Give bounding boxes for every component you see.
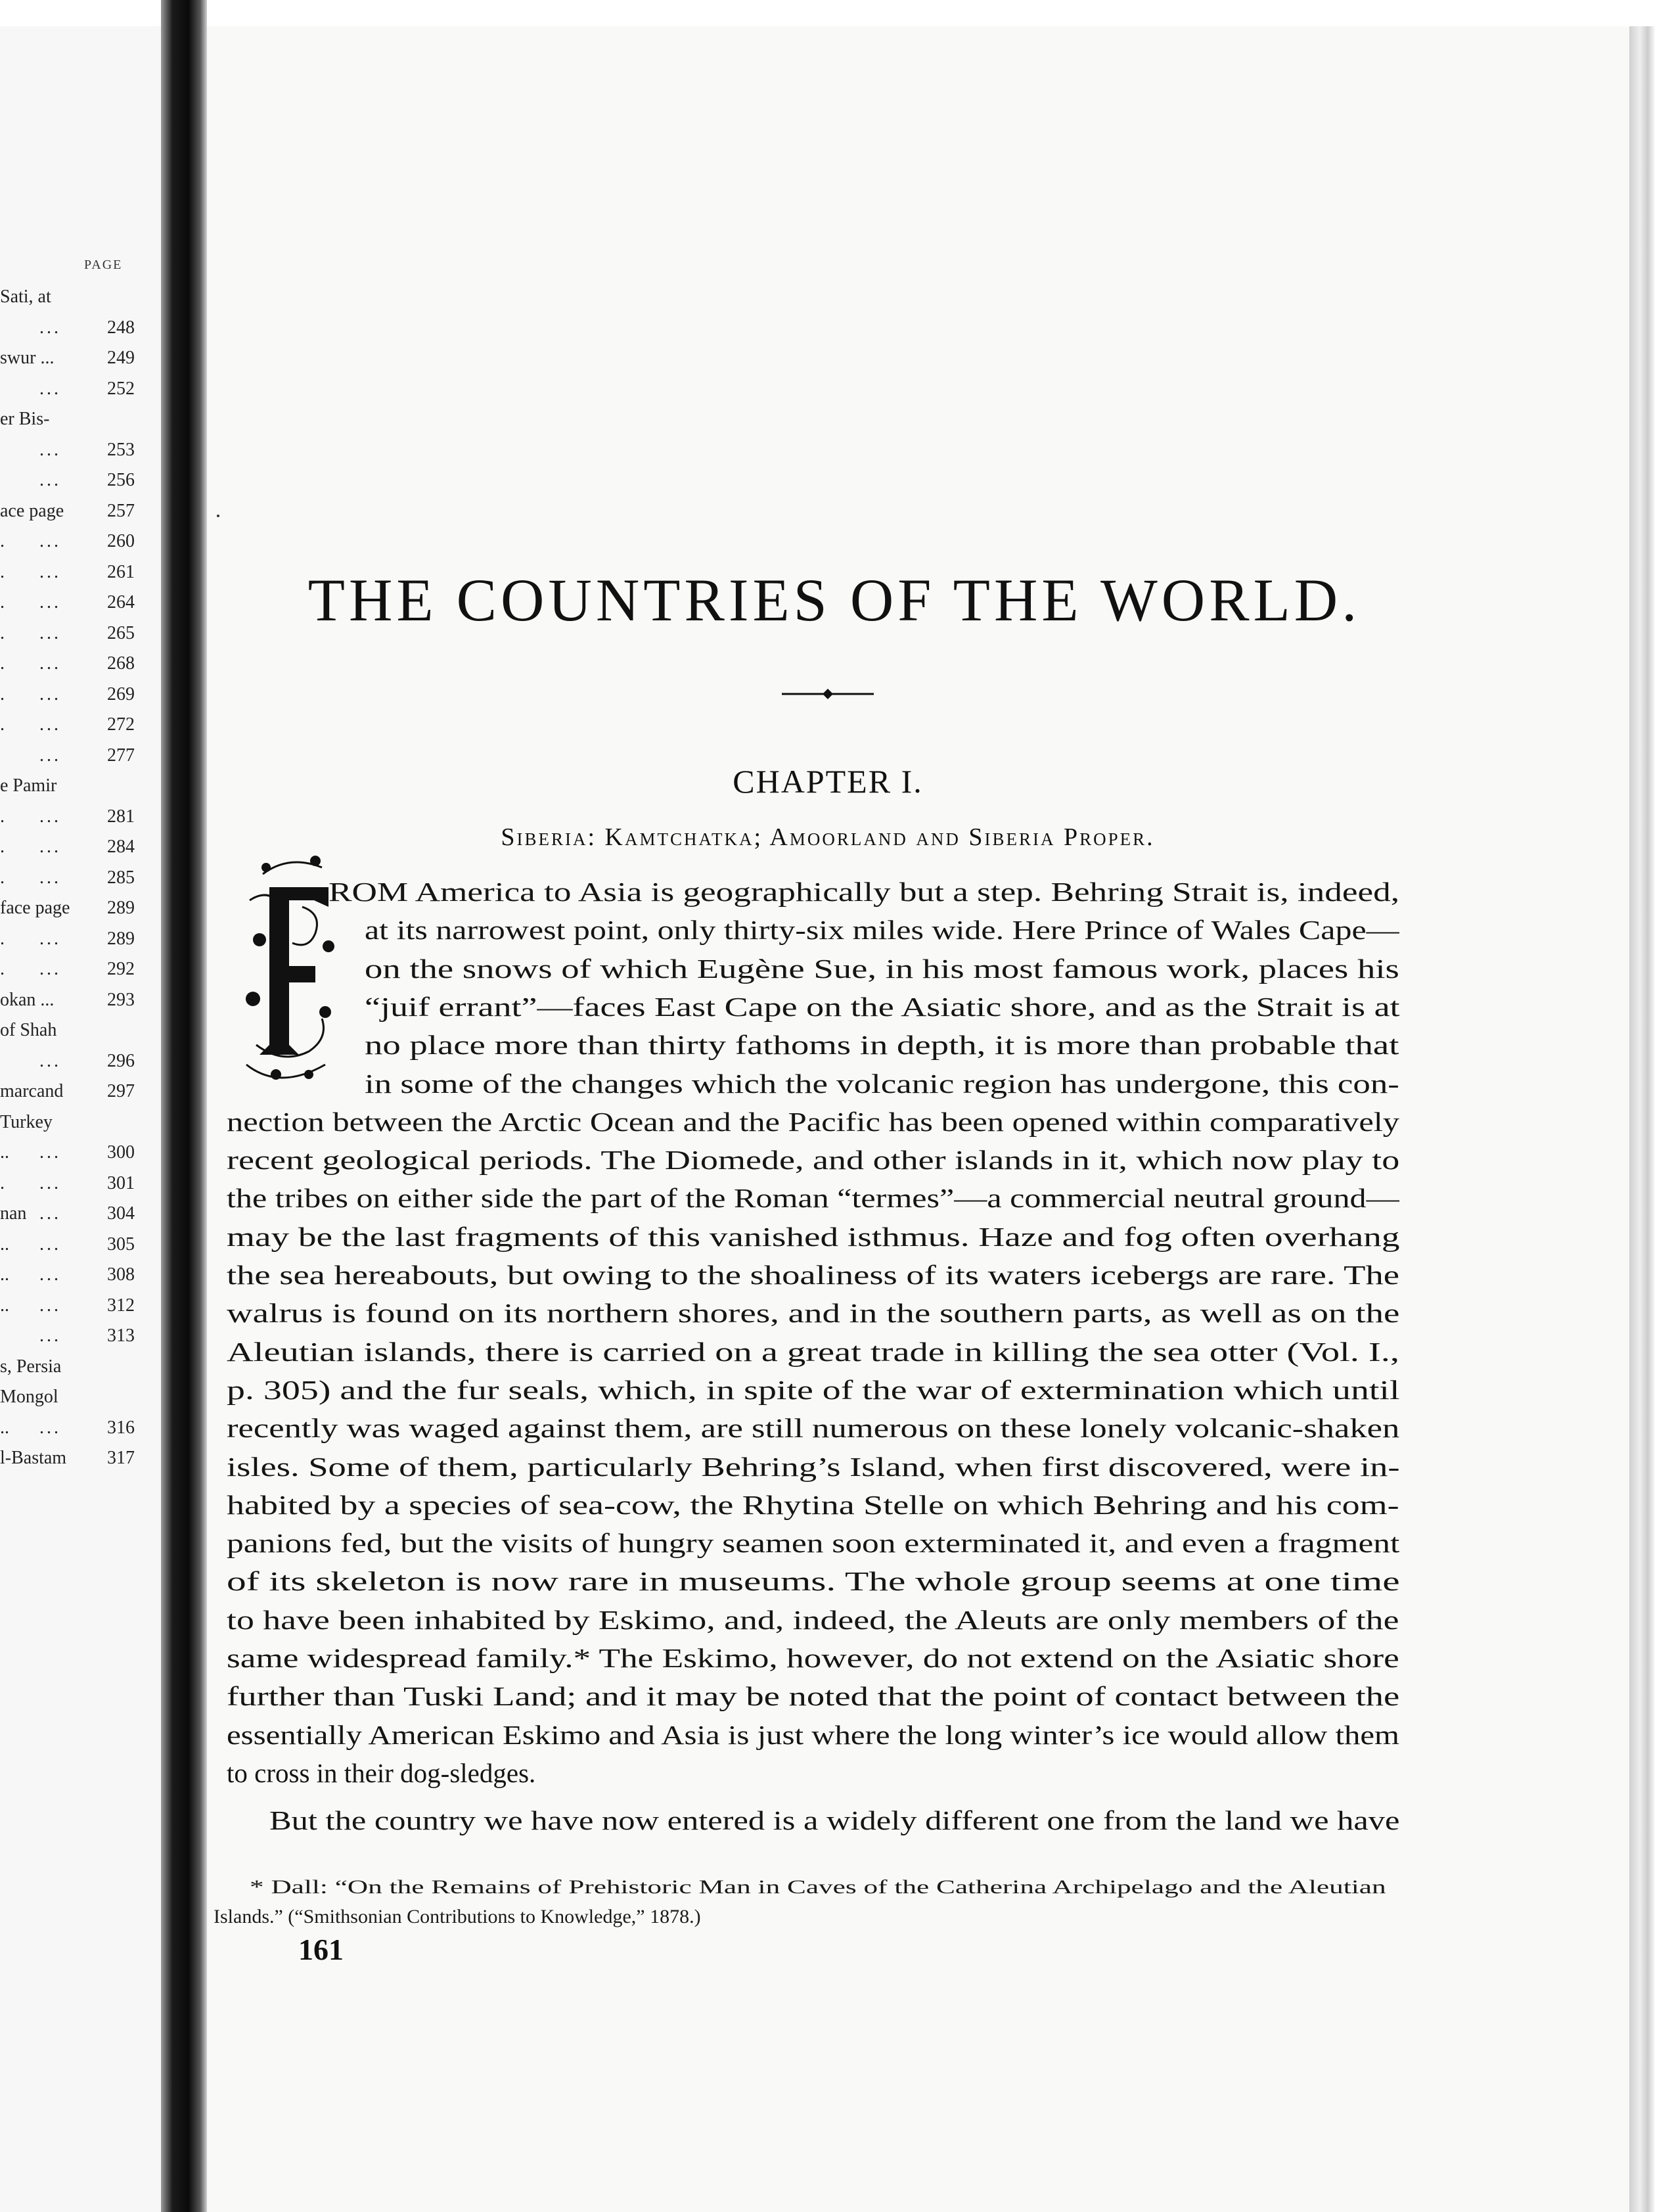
toc-entry-text: Mongol xyxy=(0,1387,58,1407)
toc-entry-page: 265 xyxy=(107,622,135,643)
toc-entry xyxy=(0,1444,135,1473)
toc-entry-text: . xyxy=(0,837,5,857)
body-text-line: may be the last fragments of this vanished isthmus. Haze and fog often overhang xyxy=(227,1221,1400,1252)
toc-entry-page: 248 xyxy=(107,317,135,338)
body-text-line: same widespread family.* The Eskimo, however, do not extend on the Asiatic shore xyxy=(227,1643,1399,1673)
toc-entry-text: . xyxy=(0,867,5,888)
print-speck xyxy=(217,515,219,517)
toc-entry-leader: ... xyxy=(39,561,61,582)
toc-entry xyxy=(0,833,135,862)
toc-entry xyxy=(0,375,135,403)
body-text-line: “juif errant”—faces East Cape on the Asiatic shore, and as the Strait is at xyxy=(365,991,1400,1022)
toc-entry xyxy=(0,1414,135,1442)
toc-entry xyxy=(0,986,135,1015)
toc-entry-leader: ... xyxy=(39,1172,61,1193)
toc-entry xyxy=(0,283,135,311)
toc-page-header: PAGE xyxy=(84,258,123,272)
toc-entry-text: .. xyxy=(0,1295,9,1316)
toc-entry xyxy=(0,619,135,648)
body-text-line: the tribes on either side the part of the Roman “termes”—a commercial neutral ground— xyxy=(227,1183,1399,1214)
toc-entry-leader: ... xyxy=(39,1142,61,1163)
toc-entry-leader: ... xyxy=(39,683,61,704)
body-text-line: recent geological periods. The Diomede, and other islands in it, which now play to xyxy=(227,1145,1400,1176)
toc-entry-page: 261 xyxy=(107,561,135,582)
toc-entry-text: swur ... xyxy=(0,348,55,368)
page-edge xyxy=(1629,26,1656,2212)
body-text-line: nection between the Arctic Ocean and the Pacific has been opened within comparatively xyxy=(227,1106,1400,1137)
toc-entry-page: 252 xyxy=(107,378,135,399)
toc-entry-leader: ... xyxy=(39,470,61,490)
toc-entry-text: . xyxy=(0,561,5,582)
toc-entry-text: .. xyxy=(0,1142,9,1163)
body-text-line: of its skeleton is now rare in museums. The whole group seems at one time xyxy=(227,1566,1400,1597)
toc-entry-page: 249 xyxy=(107,348,135,368)
toc-entry xyxy=(0,558,135,587)
body-text-line: no place more than thirty fathoms in depth, it is more than probable that xyxy=(365,1030,1399,1061)
toc-entry-text: s, Persia xyxy=(0,1356,62,1377)
toc-entry-leader: ... xyxy=(39,745,61,766)
toc-entry-text: . xyxy=(0,959,5,979)
toc-entry xyxy=(0,344,135,373)
toc-entry xyxy=(0,1169,135,1198)
body-text-line: to cross in their dog-sledges. xyxy=(227,1757,536,1788)
body-text-line: the sea hereabouts, but owing to the shoaliness of its waters icebergs are rare. The xyxy=(227,1260,1399,1290)
body-text-line: ROM America to Asia is geographically but a step. Behring Strait is, indeed, xyxy=(328,877,1399,907)
toc-entry xyxy=(0,405,135,434)
body-text-line: habited by a species of sea-cow, the Rhytina Stelle on which Behring and his com- xyxy=(227,1489,1399,1520)
toc-entry-page: 301 xyxy=(107,1172,135,1193)
toc-entry-page: 316 xyxy=(107,1417,135,1438)
toc-entry-page: 272 xyxy=(107,714,135,735)
body-text-line: But the country we have now entered is a widely different one from the land we have xyxy=(269,1805,1400,1836)
toc-entry-page: 264 xyxy=(107,592,135,612)
ornament-rule-icon xyxy=(782,687,874,701)
toc-entry xyxy=(0,527,135,556)
toc-entry-leader: ... xyxy=(39,1050,61,1071)
footnote-line: * Dall: “On the Remains of Prehistoric Man in Caves of the Catherina Archipelago and the Aleutian xyxy=(250,1876,1386,1898)
toc-entry xyxy=(0,864,135,892)
body-text-line: walrus is found on its northern shores, and in the southern parts, as well as on the xyxy=(227,1298,1400,1329)
book-gutter xyxy=(161,0,207,2212)
toc-entry-text: l-Bastam xyxy=(0,1448,67,1468)
toc-entry xyxy=(0,313,135,342)
toc-entry-page: 312 xyxy=(107,1295,135,1316)
toc-entry-leader: ... xyxy=(39,714,61,735)
toc-entry xyxy=(0,588,135,617)
chapter-title: CHAPTER I. xyxy=(733,763,923,800)
footnote-line: Islands.” (“Smithsonian Contributions to Knowledge,” 1878.) xyxy=(214,1906,701,1927)
toc-entry-page: 292 xyxy=(107,959,135,979)
toc-entry-text: .. xyxy=(0,1233,9,1255)
toc-entry-page: 277 xyxy=(107,745,135,766)
toc-entry xyxy=(0,710,135,739)
body-text-line: on the snows of which Eugène Sue, in his most famous work, places his xyxy=(365,953,1399,984)
toc-entry-text: okan ... xyxy=(0,989,55,1010)
toc-entry-page: 260 xyxy=(107,531,135,551)
toc-entry-leader: ... xyxy=(39,592,61,612)
toc-entry-page: 281 xyxy=(107,806,135,827)
toc-entry xyxy=(0,649,135,678)
toc-entry xyxy=(0,1047,135,1076)
left-page-fragment xyxy=(0,26,161,2212)
toc-entry-page: 256 xyxy=(107,470,135,490)
toc-entry-page: 285 xyxy=(107,867,135,888)
toc-entry-text: . xyxy=(0,683,5,704)
book-title: THE COUNTRIES OF THE WORLD. xyxy=(307,566,1361,634)
toc-entry-text: . xyxy=(0,806,5,827)
toc-entry-text: nan xyxy=(0,1203,27,1224)
toc-entry-leader: ... xyxy=(39,317,61,338)
chapter-subtitle: Siberia: Kamtchatka; Amoorland and Siberia Proper. xyxy=(501,823,1155,851)
toc-entry-leader: ... xyxy=(39,837,61,857)
toc-entry-page: 289 xyxy=(107,928,135,949)
toc-entry xyxy=(0,802,135,831)
toc-entry xyxy=(0,1352,135,1381)
body-text-line: essentially American Eskimo and Asia is just where the long winter’s ice would allow them xyxy=(227,1719,1400,1750)
toc-entry-leader: ... xyxy=(39,439,61,460)
toc-entry-text: Sati, at xyxy=(0,287,51,307)
toc-entry-text: . xyxy=(0,714,5,735)
body-text-line: p. 305) and the fur seals, which, in spite of the war of extermination which until xyxy=(227,1374,1400,1405)
toc-entry-leader: ... xyxy=(39,1325,61,1346)
toc-entry-text: . xyxy=(0,592,5,612)
top-margin xyxy=(0,0,1674,26)
toc-entry xyxy=(0,1016,135,1045)
toc-entry-page: 268 xyxy=(107,653,135,674)
toc-entry-page: 289 xyxy=(107,898,135,918)
toc-entry xyxy=(0,894,135,923)
body-text-line: isles. Some of them, particularly Behring’s Island, when first discovered, were in- xyxy=(227,1451,1400,1482)
toc-entry-text: marcand xyxy=(0,1081,64,1101)
toc-entry-page: 313 xyxy=(107,1325,135,1346)
body-text-line: recently was waged against them, are still numerous on these lonely volcanic-shaken xyxy=(227,1413,1400,1444)
toc-entry-leader: ... xyxy=(39,928,61,949)
toc-entry-text: . xyxy=(0,653,5,674)
toc-entry xyxy=(0,1260,135,1289)
toc-entry-text: . xyxy=(0,622,5,643)
toc-entry-page: 269 xyxy=(107,683,135,704)
toc-entry-page: 293 xyxy=(107,989,135,1010)
body-text-line: Aleutian islands, there is carried on a great trade in killing the sea otter (Vol. I., xyxy=(227,1336,1400,1367)
toc-entry xyxy=(0,1322,135,1350)
toc-entry xyxy=(0,436,135,465)
body-text-line: further than Tuski Land; and it may be noted that the point of contact between the xyxy=(227,1681,1400,1712)
toc-entry-leader: ... xyxy=(39,622,61,643)
toc-entry xyxy=(0,955,135,984)
toc-entry-leader: ... xyxy=(39,1295,61,1316)
toc-entry xyxy=(0,741,135,770)
toc-entry-leader: ... xyxy=(39,959,61,979)
toc-entry-page: 305 xyxy=(107,1233,135,1255)
toc-entry xyxy=(0,1291,135,1320)
toc-entry xyxy=(0,1138,135,1167)
toc-entry xyxy=(0,925,135,954)
body-text-line: at its narrowest point, only thirty-six miles wide. Here Prince of Wales Cape— xyxy=(365,915,1399,946)
toc-entry xyxy=(0,1383,135,1412)
toc-entry xyxy=(0,772,135,800)
body-text-line: panions fed, but the visits of hungry seamen soon exterminated it, and even a fragment xyxy=(227,1528,1400,1559)
toc-entry-leader: ... xyxy=(39,1203,61,1224)
toc-entry-leader: ... xyxy=(39,378,61,399)
toc-entry-text: . xyxy=(0,928,5,949)
toc-entry-text: of Shah xyxy=(0,1020,57,1040)
toc-entry-page: 308 xyxy=(107,1264,135,1285)
toc-entry-page: 257 xyxy=(107,500,135,521)
toc-entry-text: . xyxy=(0,531,5,551)
toc-entry-leader: ... xyxy=(39,1264,61,1285)
toc-entry-leader: ... xyxy=(39,531,61,551)
toc-entry-page: 317 xyxy=(107,1448,135,1468)
toc-entry-text: . xyxy=(0,1172,5,1193)
toc-entry-text: .. xyxy=(0,1417,9,1438)
toc-entry-leader: ... xyxy=(39,867,61,888)
toc-entry xyxy=(0,1230,135,1259)
toc-entry-page: 253 xyxy=(107,439,135,460)
toc-entry-text: ace page xyxy=(0,500,64,521)
toc-entry xyxy=(0,1077,135,1106)
toc-entry xyxy=(0,466,135,495)
body-text-line: in some of the changes which the volcanic region has undergone, this con- xyxy=(365,1068,1399,1099)
toc-entry-text: Turkey xyxy=(0,1111,53,1132)
body-text-line: to have been inhabited by Eskimo, and, indeed, the Aleuts are only members of the xyxy=(227,1604,1399,1635)
toc-entry-page: 300 xyxy=(107,1142,135,1163)
toc-entry-leader: ... xyxy=(39,1233,61,1255)
toc-entry-text: e Pamir xyxy=(0,775,57,796)
toc-entry-page: 297 xyxy=(107,1081,135,1101)
toc-entry-text: face page xyxy=(0,898,70,918)
toc-entry-leader: ... xyxy=(39,806,61,827)
toc-entry-page: 284 xyxy=(107,837,135,857)
toc-entry-text: er Bis- xyxy=(0,409,50,429)
toc-entry xyxy=(0,1108,135,1137)
toc-entry xyxy=(0,680,135,709)
toc-entry xyxy=(0,497,135,526)
toc-entry-leader: ... xyxy=(39,653,61,674)
toc-entry-page: 304 xyxy=(107,1203,135,1224)
toc-entry-page: 296 xyxy=(107,1050,135,1071)
toc-entry-leader: ... xyxy=(39,1417,61,1438)
toc-entry-text: .. xyxy=(0,1264,9,1285)
toc-entry xyxy=(0,1199,135,1228)
page-number: 161 xyxy=(298,1933,344,1966)
